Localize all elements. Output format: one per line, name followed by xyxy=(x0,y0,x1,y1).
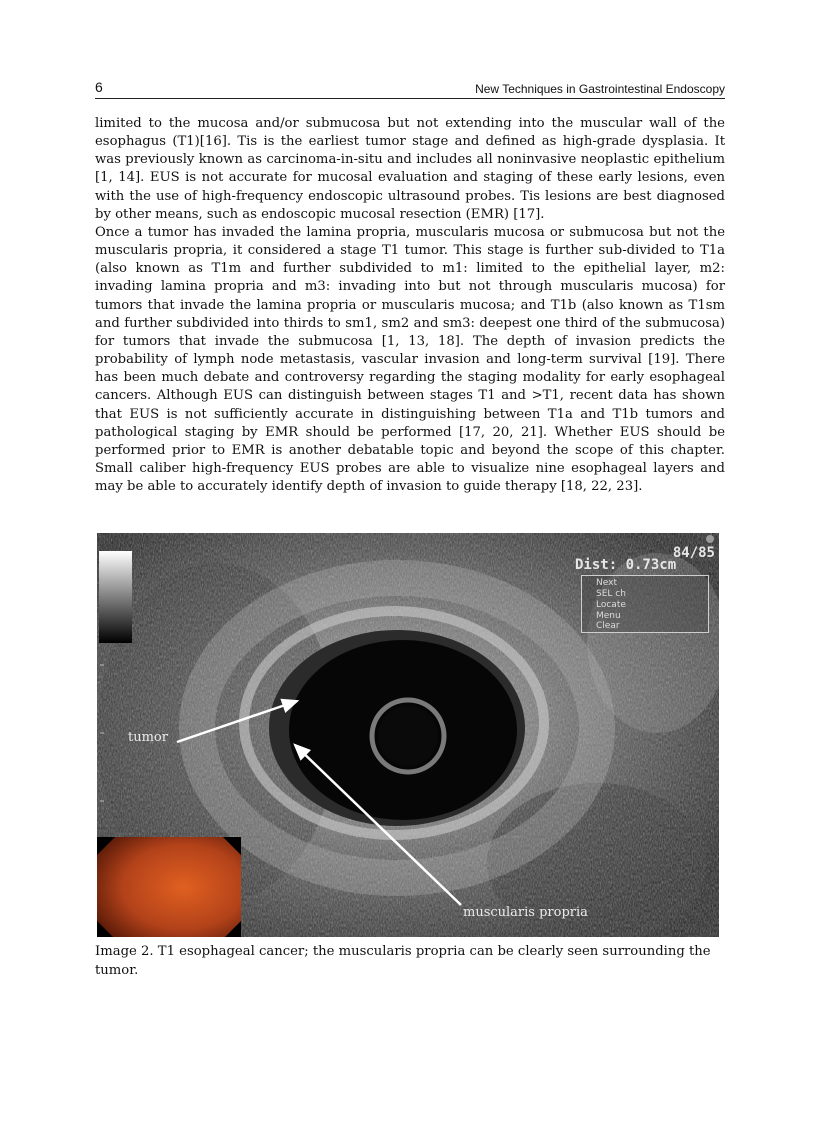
eus-ultrasound-image xyxy=(97,533,719,937)
running-header xyxy=(95,78,725,99)
distance-readout: Dist: 0.73cm xyxy=(575,557,677,573)
scanner-menu xyxy=(581,575,709,633)
menu-item-sel-ch: SEL ch xyxy=(596,589,626,599)
endoscopic-view-inset xyxy=(97,837,241,937)
grayscale-bar xyxy=(99,551,132,643)
body-text xyxy=(95,115,725,496)
paragraph-1: limited to the mucosa and/or submucosa but not extending into the muscular wall of the esophagus (T1)[16]. Tis is the earliest tumor stage and defined as high-grade dysplasia. It was previously known as carcinoma-in-situ and includes all noninvasive neoplastic epithelium [1, 14]. EUS is not accurate for mucosal evaluation and staging of these early lesions, even with the use of high-frequency endoscopic ultrasound probes. Tis lesions are best diagnosed by other means, such as endoscopic mucosal resection (EMR) [17]. xyxy=(95,116,725,222)
paragraph-2: Once a tumor has invaded the lamina propria, muscularis mucosa or submucosa but not the muscularis propria, it considered a stage T1 tumor. This stage is further sub-divided to T1a (also known as T1m and further subdivided to m1: limited to the epithelial layer, m2: invading lamina propria and m3: invading into but not through muscularis mucosa) for tumors that invade the lamina propria or muscularis mucosa; and T1b (also known as T1sm and further subdivided into thirds to sm1, sm2 and sm3: deepest one third of the submucosa) for tumors that invade the submucosa [1, 13, 18]. The depth of invasion predicts the probability of lymph node metastasis, vascular invasion and long-term survival [19]. There has been much debate and controversy regarding the staging modality for early esophageal cancers. Although EUS can distinguish between stages T1 and >T1, recent data has shown that EUS is not sufficiently accurate in distinguishing between T1a and T1b tumors and pathological staging by EMR should be performed [17, 20, 21]. Whether EUS should be performed prior to EMR is another debatable topic and beyond the scope of this chapter. Small caliber high-frequency EUS probes are able to visualize nine esophageal layers and may be able to accurately identify depth of invasion to guide therapy [18, 22, 23]. xyxy=(95,224,725,495)
frame-counter: 84/85 xyxy=(672,545,715,561)
tumor-label: tumor xyxy=(128,730,168,745)
menu-item-clear: Clear xyxy=(596,621,620,631)
menu-item-next: Next xyxy=(596,578,617,588)
page-number: 6 xyxy=(95,79,103,95)
muscularis-propria-label: muscularis propria xyxy=(463,905,588,920)
figure-caption: Image 2. T1 esophageal cancer; the muscularis propria can be clearly seen surrounding the tumor. xyxy=(95,944,711,978)
book-title: New Techniques in Gastrointestinal Endoscopy xyxy=(475,82,725,96)
status-dot xyxy=(706,535,714,543)
menu-item-menu: Menu xyxy=(596,611,621,621)
menu-item-locate: Locate xyxy=(596,600,626,610)
